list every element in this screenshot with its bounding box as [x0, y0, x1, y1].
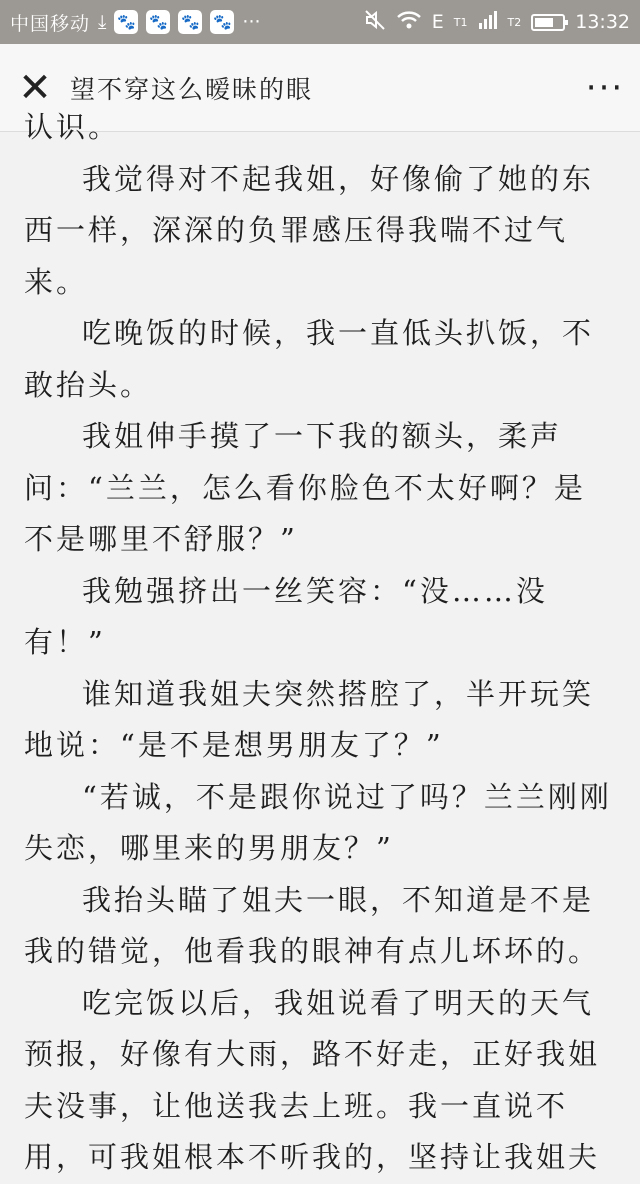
article-text — [24, 102, 616, 1184]
paw-icon: 🐾 — [210, 10, 234, 34]
article-body[interactable] — [0, 110, 640, 1174]
paragraph: “若诚，不是跟你说过了吗？兰兰刚刚失恋，哪里来的男朋友？” — [24, 779, 612, 865]
status-right — [364, 9, 630, 36]
paragraph: 我抬头瞄了姐夫一眼，不知道是不是我的错觉，他看我的眼神有点儿坏坏的。 — [24, 882, 601, 968]
status-bar — [0, 0, 640, 44]
paragraph: 我觉得对不起我姐，好像偷了她的东西一样，深深的负罪感压得我喘不过气来。 — [24, 161, 595, 299]
paragraph: 吃晚饭的时候，我一直低头扒饭，不敢抬头。 — [24, 316, 595, 402]
paragraph: 谁知道我姐夫突然搭腔了，半开玩笑地说：“是不是想男朋友了？” — [24, 676, 595, 762]
mute-icon — [364, 9, 386, 36]
paragraph: 认识。 — [24, 110, 121, 144]
paw-icon: 🐾 — [146, 10, 170, 34]
sim2-label: T2 — [507, 15, 522, 29]
signal-icon — [478, 11, 498, 34]
paragraph: 我姐伸手摸了一下我的额头，柔声问：“兰兰，怎么看你脸色不太好啊？是不是哪里不舒服？” — [24, 419, 586, 556]
more-dots-icon: ··· — [242, 11, 261, 33]
sim1-label: T1 — [453, 15, 468, 29]
wifi-icon — [396, 10, 422, 35]
download-icon: ⤓ — [98, 11, 107, 33]
network-type: E — [431, 11, 444, 33]
paw-icon: 🐾 — [114, 10, 138, 34]
clock: 13:32 — [575, 11, 630, 33]
paw-icon: 🐾 — [178, 10, 202, 34]
more-options-button[interactable]: ··· — [585, 67, 625, 108]
close-icon[interactable]: ✕ — [18, 64, 52, 111]
battery-icon — [531, 14, 565, 31]
paragraph: 我勉强挤出一丝笑容：“没……没有！” — [24, 573, 548, 659]
status-left — [10, 9, 364, 36]
carrier-label: 中国移动 — [10, 12, 91, 35]
page-title: 望不穿这么暧昧的眼 — [70, 74, 314, 104]
paragraph: 吃完饭以后，我姐说看了明天的天气预报，好像有大雨，路不好走，正好我姐夫没事，让他送我去上班。我一直说不用，可我姐根本不听我的，坚持让我姐夫 — [24, 985, 601, 1174]
